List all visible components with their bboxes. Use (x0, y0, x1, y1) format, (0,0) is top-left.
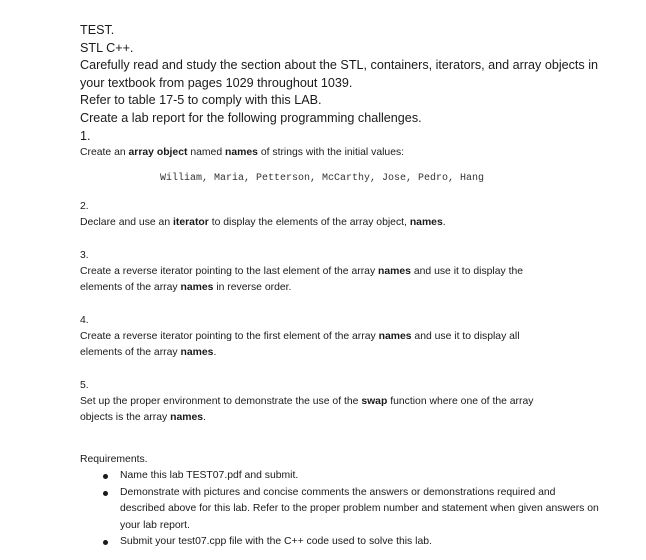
problem-5-number: 5. (80, 380, 89, 392)
problem-4-number: 4. (80, 315, 89, 327)
problem-3-statement-line-1: Create a reverse iterator pointing to the last element of the array names and use it to display the (80, 266, 524, 278)
document (80, 22, 630, 551)
bullet-icon (103, 540, 108, 545)
problem-1-statement: Create an array object named names of strings with the initial values: (80, 147, 405, 159)
problem-5-statement-line-2: objects is the array names. (80, 412, 206, 424)
problem-4-statement-line-2: elements of the array names. (80, 347, 217, 359)
intro-line-4: Create a lab report for the following programming challenges. (80, 110, 422, 125)
intro-line-3: Refer to table 17-5 to comply with this LAB. (80, 93, 322, 108)
requirement-item: Name this lab TEST07.pdf and submit. (80, 468, 600, 485)
bullet-icon (103, 474, 108, 479)
requirements-list (80, 468, 630, 551)
problem-3-statement-line-2: elements of the array names in reverse order. (80, 282, 292, 294)
intro-line-2: your textbook from pages 1029 throughout 1039. (80, 75, 353, 90)
problem-2-statement: Declare and use an iterator to display the elements of the array object, names. (80, 217, 446, 229)
doc-subtitle: STL C++. (80, 40, 134, 55)
problem-3-number: 3. (80, 250, 89, 262)
problem-2-number: 2. (80, 201, 89, 213)
requirement-item: Demonstrate with pictures and concise comments the answers or demonstrations required and described above for this lab. Refer to the proper problem number and statement when given answers on your lab report. (80, 485, 600, 535)
problem-1-initial-values: William, Maria, Petterson, McCarthy, Jose, Pedro, Hang (160, 173, 485, 185)
problem-1-number: 1. (80, 128, 91, 143)
problem-5-statement-line-1: Set up the proper environment to demonstrate the use of the swap function where one of the array (80, 396, 534, 408)
requirement-item: Submit your test07.cpp file with the C++ code used to solve this lab. (80, 534, 600, 551)
problem-4-statement-line-1: Create a reverse iterator pointing to the first element of the array names and use it to display all (80, 331, 520, 343)
doc-title: TEST. (80, 23, 115, 37)
requirements-heading: Requirements. (80, 454, 148, 466)
intro-line-1: Carefully read and study the section about the STL, containers, iterators, and array objects in (80, 58, 599, 73)
bullet-icon (103, 491, 108, 496)
